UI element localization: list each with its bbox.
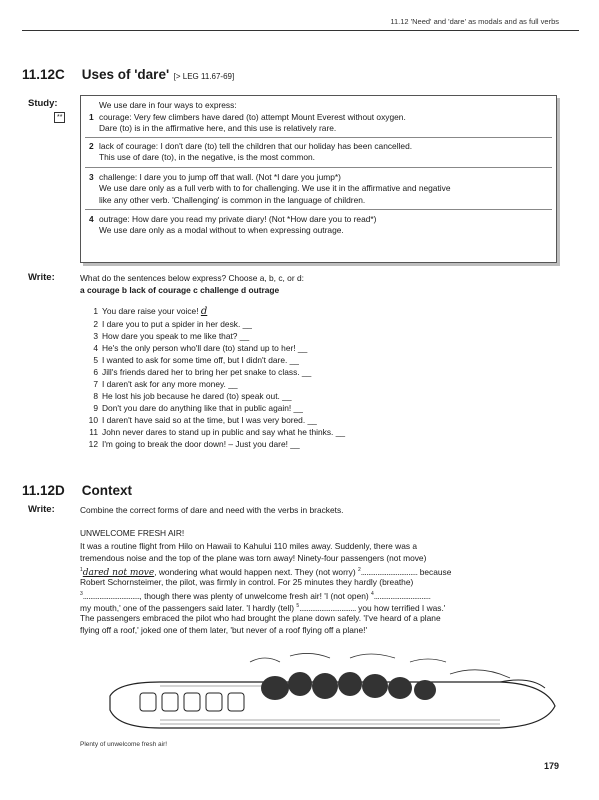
- section-c-title: Uses of 'dare': [81, 67, 170, 82]
- study-item-4: 4 outrage: How dare you read my private diary! (Not *How dare you to read*) We use dare only as a modal without to when expressing outrage.: [89, 214, 377, 236]
- study-level-badge: **: [54, 112, 65, 123]
- study-label: Study:: [28, 98, 58, 109]
- story-line: my mouth,' one of the passengers said later. 'I hardly (tell) $^5$............................... you how terrified I was.': [80, 602, 446, 613]
- question-item: 2 I dare you to put a spider in her desk. __: [93, 319, 252, 329]
- write-label-d: Write:: [28, 504, 55, 515]
- section-d-title: Context: [81, 483, 132, 498]
- running-head: 11.12 'Need' and 'dare' as modals and as full verbs: [390, 17, 559, 26]
- study-divider: [85, 167, 552, 168]
- study-item-3: 3 challenge: I dare you to jump off that wall. (Not *I dare you jump*) We use dare only as a full verb with to for challenging. We use it in the affirmative and negative like any other verb. 'Challenging' is common in the language of children.: [89, 172, 451, 205]
- page-number: 179: [543, 761, 559, 771]
- study-intro: We use dare in four ways to express:: [99, 100, 237, 110]
- question-item: 10 I daren't have said so at the time, but I was very bored. __: [88, 415, 317, 425]
- question-item: 6 Jill's friends dared her to bring her pet snake to class. __: [93, 367, 312, 377]
- story-line: Robert Schornsteimer, the pilot, was firmly in control. For 25 minutes they hardly (breathe): [80, 577, 414, 587]
- study-divider: [85, 137, 552, 138]
- story-line: The passengers embraced the pilot who had brought the plane down safely. 'I've heard of a plane: [80, 613, 441, 623]
- story-line: tremendous noise and the top of the plane was torn away! Ninety-four passengers (not move): [80, 553, 427, 563]
- plane-illustration: [100, 648, 560, 738]
- write-c-instruction: What do the sentences below express? Choose a, b, c, or d:: [80, 273, 304, 283]
- question-item: 1 You dare raise your voice! d: [93, 306, 208, 317]
- section-c-heading: [22, 66, 234, 84]
- write-d-instruction: Combine the correct forms of dare and need with the verbs in brackets.: [80, 505, 344, 515]
- question-item: 12 I'm going to break the door down! – Just you dare! __: [88, 439, 300, 449]
- write-label-c: Write:: [28, 272, 55, 283]
- section-d-number: 11.12D: [22, 483, 65, 498]
- story-title: UNWELCOME FRESH AIR!: [80, 528, 185, 538]
- question-item: 11 John never dares to stand up in public and say what he thinks. __: [89, 427, 346, 437]
- question-item: 9 Don't you dare do anything like that in public again! __: [93, 403, 303, 413]
- section-c-ref: [> LEG 11.67-69]: [173, 72, 235, 81]
- section-c-number: 11.12C: [22, 67, 65, 82]
- question-item: 7 I daren't ask for any more money. __: [93, 379, 238, 389]
- question-item: 4 He's the only person who'll dare (to) stand up to her! __: [93, 343, 308, 353]
- question-item: 3 How dare you speak to me like that? __: [93, 331, 250, 341]
- story-line: $^3$..............................., though there was plenty of unwelcome fresh air! 'I (not open) $^4$...............................: [80, 590, 431, 601]
- study-item-1: 1 courage: Very few climbers have dared (to) attempt Mount Everest without oxygen. Dare (to) is in the affirmative here, and this use is relatively rare.: [89, 112, 406, 134]
- study-item-2: 2 lack of courage: I don't dare (to) tell the children that our holiday has been cancelled. This use of dare (to), in the negative, is the most common.: [89, 141, 413, 163]
- handwritten-answer: dared not move: [82, 567, 155, 578]
- question-item: 8 He lost his job because he dared (to) speak out. __: [93, 391, 292, 401]
- write-c-options: a courage b lack of courage c challenge d outrage: [80, 285, 280, 295]
- header-rule: [22, 30, 579, 31]
- study-divider: [85, 209, 552, 210]
- study-box: [80, 95, 557, 263]
- story-line: It was a routine flight from Hilo on Hawaii to Kahului 110 miles away. Suddenly, there was a: [80, 541, 418, 551]
- story-line: $^1$dared not move, wondering what would happen next. They (not worry) $^2$............................... because: [80, 566, 452, 578]
- section-d-heading: [22, 482, 132, 500]
- question-item: 5 I wanted to ask for some time off, but I didn't dare. __: [93, 355, 299, 365]
- handwritten-answer: d: [200, 306, 208, 317]
- illustration-caption: Plenty of unwelcome fresh air!: [80, 741, 168, 748]
- story-line: flying off a roof,' joked one of them later, 'but never of a roof flying off a plane!': [80, 625, 368, 635]
